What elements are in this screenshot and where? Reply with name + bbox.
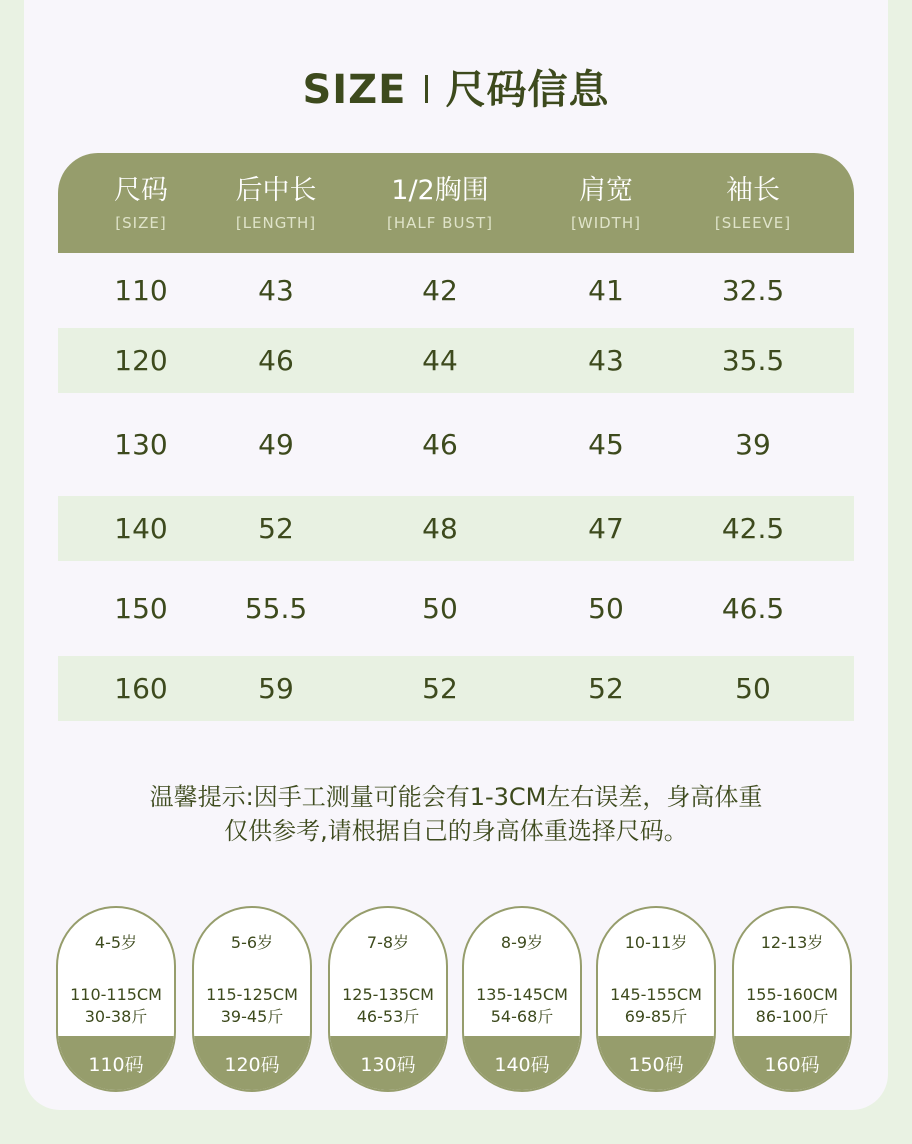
header-label: 肩宽 [579,175,633,206]
cell-length: 52 [258,512,294,545]
guide-height: 125-135CM [342,985,434,1004]
cell-width: 47 [588,512,624,545]
cell-sleeve: 39 [735,428,771,461]
cell-length: 43 [258,274,294,307]
guide-weight: 54-68斤 [490,1007,554,1026]
guide-age: 5-6岁 [230,933,274,952]
guide-height: 135-145CM [476,985,568,1004]
guide-age: 7-8岁 [366,933,410,952]
guide-size-label: 130码 [330,1036,446,1090]
header-sublabel: [SIZE] [115,214,167,232]
guide-size-label: 110码 [58,1036,174,1090]
guide-weight: 39-45斤 [220,1007,284,1026]
guide-weight: 86-100斤 [755,1007,829,1026]
tip-line: 仅供参考,请根据自己的身高体重选择尺码。 [224,817,688,845]
guide-height: 155-160CM [746,985,838,1004]
size-guide-card [192,906,312,1092]
table-row [58,253,854,328]
size-table [58,153,854,721]
size-guide-card [462,906,582,1092]
cell-length: 59 [258,672,294,705]
guide-age: 4-5岁 [94,933,138,952]
size-guide-card [328,906,448,1092]
header-label: 尺码 [114,175,168,206]
table-row [58,656,854,721]
size-guide-list [56,906,856,1092]
measurement-tip [0,780,912,848]
guide-weight: 30-38斤 [84,1007,148,1026]
size-guide-card [596,906,716,1092]
cell-size: 150 [114,592,168,625]
header-size [58,153,224,253]
cell-half-bust: 44 [422,344,458,377]
tip-line: 温馨提示:因手工测量可能会有1-3CM左右误差，身高体重 [149,783,763,811]
header-sublabel: [WIDTH] [571,214,641,232]
cell-sleeve: 46.5 [721,592,785,625]
guide-age: 12-13岁 [760,933,824,952]
cell-sleeve: 32.5 [721,274,785,307]
header-sublabel: [SLEEVE] [714,214,792,232]
cell-length: 55.5 [244,592,308,625]
table-row [58,393,854,496]
header-label: 后中长 [235,175,317,206]
cell-width: 52 [588,672,624,705]
cell-sleeve: 35.5 [721,344,785,377]
header-width [552,153,660,253]
guide-size-label: 160码 [734,1036,850,1090]
guide-size-label: 140码 [464,1036,580,1090]
header-sublabel: [LENGTH] [235,214,317,232]
cell-width: 43 [588,344,624,377]
guide-height: 115-125CM [206,985,298,1004]
size-guide-card [56,906,176,1092]
cell-half-bust: 50 [422,592,458,625]
cell-size: 110 [114,274,168,307]
guide-height: 145-155CM [610,985,702,1004]
guide-height: 110-115CM [70,985,162,1004]
size-table-header [58,153,854,253]
table-row [58,561,854,656]
cell-sleeve: 50 [735,672,771,705]
title-en: SIZE [302,67,407,113]
guide-age: 10-11岁 [624,933,688,952]
cell-width: 41 [588,274,624,307]
guide-age: 8-9岁 [500,933,544,952]
cell-width: 50 [588,592,624,625]
header-label: 1/2胸围 [391,175,489,206]
title-cn: 尺码信息 [445,67,610,113]
cell-half-bust: 52 [422,672,458,705]
cell-size: 130 [114,428,168,461]
table-row [58,328,854,393]
header-length [224,153,328,253]
cell-width: 45 [588,428,624,461]
title-divider [425,75,428,103]
guide-weight: 69-85斤 [624,1007,688,1026]
cell-sleeve: 42.5 [721,512,785,545]
cell-length: 49 [258,428,294,461]
page-title [0,58,912,115]
cell-size: 160 [114,672,168,705]
cell-half-bust: 46 [422,428,458,461]
header-label: 袖长 [726,175,780,206]
table-row [58,496,854,561]
cell-half-bust: 42 [422,274,458,307]
cell-size: 140 [114,512,168,545]
cell-size: 120 [114,344,168,377]
guide-weight: 46-53斤 [356,1007,420,1026]
cell-length: 46 [258,344,294,377]
header-half-bust [328,153,552,253]
size-guide-card [732,906,852,1092]
header-sleeve [660,153,846,253]
guide-size-label: 120码 [194,1036,310,1090]
guide-size-label: 150码 [598,1036,714,1090]
header-sublabel: [HALF BUST] [387,214,493,232]
cell-half-bust: 48 [422,512,458,545]
